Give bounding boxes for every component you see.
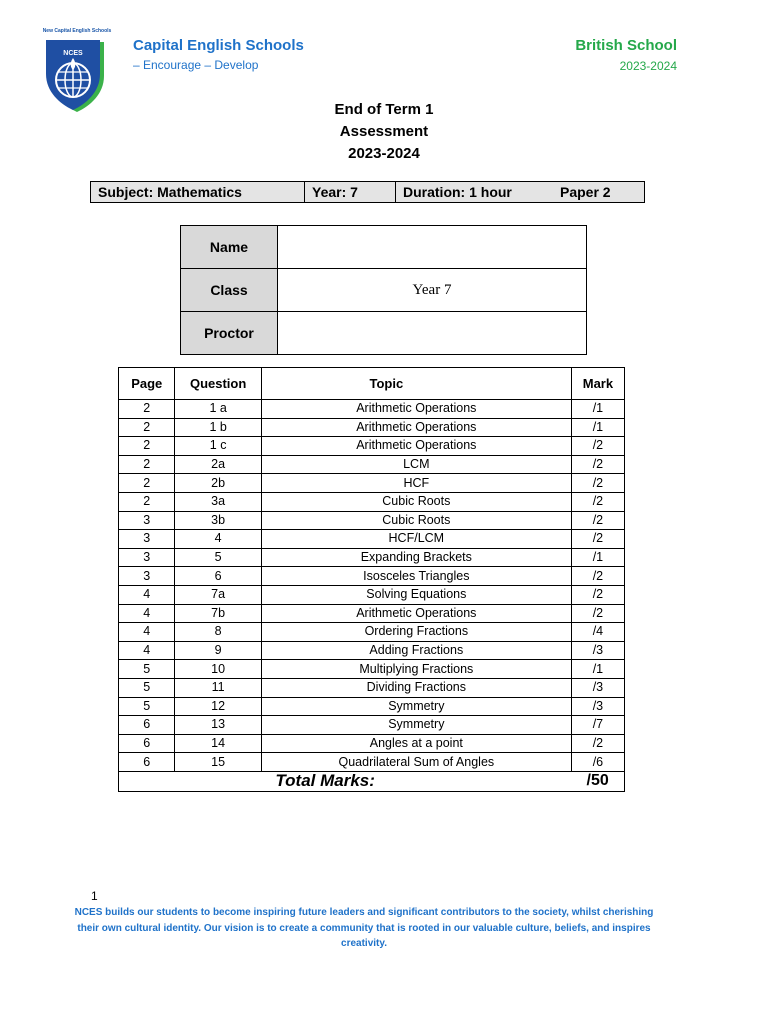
header-mark: Mark bbox=[571, 368, 624, 400]
class-row bbox=[181, 269, 587, 312]
row-mark: /2 bbox=[571, 455, 624, 474]
table-row bbox=[119, 641, 625, 660]
row-question: 15 bbox=[175, 753, 261, 772]
school-type: British School bbox=[575, 37, 677, 54]
row-mark: /1 bbox=[571, 418, 624, 437]
class-field[interactable]: Year 7 bbox=[278, 269, 587, 312]
row-page: 2 bbox=[119, 437, 175, 456]
row-question: 8 bbox=[175, 623, 261, 642]
row-page: 3 bbox=[119, 548, 175, 567]
table-row bbox=[119, 660, 625, 679]
row-page: 6 bbox=[119, 753, 175, 772]
row-topic: Adding Fractions bbox=[261, 641, 571, 660]
row-mark: /2 bbox=[571, 474, 624, 493]
row-topic: Arithmetic Operations bbox=[261, 400, 571, 419]
table-row bbox=[119, 604, 625, 623]
row-topic: Arithmetic Operations bbox=[261, 437, 571, 456]
name-row bbox=[181, 226, 587, 269]
table-row bbox=[119, 697, 625, 716]
row-question: 2a bbox=[175, 455, 261, 474]
row-mark: /7 bbox=[571, 716, 624, 735]
student-info-table bbox=[180, 225, 587, 355]
row-question: 14 bbox=[175, 734, 261, 753]
name-field[interactable] bbox=[278, 226, 587, 269]
school-tagline: – Encourage – Develop bbox=[133, 58, 259, 72]
row-mark: /3 bbox=[571, 641, 624, 660]
name-label: Name bbox=[181, 226, 278, 269]
table-row bbox=[119, 716, 625, 735]
row-page: 3 bbox=[119, 567, 175, 586]
row-mark: /2 bbox=[571, 530, 624, 549]
row-topic: Cubic Roots bbox=[261, 492, 571, 511]
page-number: 1 bbox=[91, 889, 98, 903]
row-topic: Solving Equations bbox=[261, 585, 571, 604]
title-line-1: End of Term 1 bbox=[334, 101, 434, 118]
row-question: 10 bbox=[175, 660, 261, 679]
row-mark: /1 bbox=[571, 548, 624, 567]
proctor-field[interactable] bbox=[278, 312, 587, 355]
row-question: 7b bbox=[175, 604, 261, 623]
row-topic: Ordering Fractions bbox=[261, 623, 571, 642]
school-name: Capital English Schools bbox=[133, 37, 304, 54]
row-topic: HCF bbox=[261, 474, 571, 493]
row-page: 2 bbox=[119, 474, 175, 493]
row-mark: /3 bbox=[571, 697, 624, 716]
table-row bbox=[119, 585, 625, 604]
table-row bbox=[119, 734, 625, 753]
row-question: 1 a bbox=[175, 400, 261, 419]
row-topic: Symmetry bbox=[261, 697, 571, 716]
table-row bbox=[119, 418, 625, 437]
header-page: Page bbox=[119, 368, 175, 400]
table-row bbox=[119, 548, 625, 567]
row-mark: /2 bbox=[571, 585, 624, 604]
row-question: 13 bbox=[175, 716, 261, 735]
row-topic: Quadrilateral Sum of Angles bbox=[261, 753, 571, 772]
row-question: 2b bbox=[175, 474, 261, 493]
table-row bbox=[119, 530, 625, 549]
row-page: 2 bbox=[119, 400, 175, 419]
row-page: 5 bbox=[119, 660, 175, 679]
row-topic: Arithmetic Operations bbox=[261, 604, 571, 623]
subject-divider bbox=[304, 182, 305, 202]
row-question: 11 bbox=[175, 678, 261, 697]
row-mark: /2 bbox=[571, 492, 624, 511]
row-page: 3 bbox=[119, 530, 175, 549]
table-row bbox=[119, 474, 625, 493]
duration-label: Duration: 1 hour bbox=[403, 184, 512, 200]
row-question: 3b bbox=[175, 511, 261, 530]
year-label: Year: 7 bbox=[312, 184, 358, 200]
row-mark: /2 bbox=[571, 511, 624, 530]
row-page: 4 bbox=[119, 641, 175, 660]
row-page: 5 bbox=[119, 678, 175, 697]
row-topic: Isosceles Triangles bbox=[261, 567, 571, 586]
proctor-row bbox=[181, 312, 587, 355]
row-mark: /4 bbox=[571, 623, 624, 642]
row-page: 4 bbox=[119, 585, 175, 604]
marks-table bbox=[118, 367, 625, 792]
row-mark: /2 bbox=[571, 567, 624, 586]
total-row bbox=[119, 771, 625, 791]
row-question: 4 bbox=[175, 530, 261, 549]
row-question: 7a bbox=[175, 585, 261, 604]
title-line-2: Assessment bbox=[339, 123, 429, 140]
row-topic: LCM bbox=[261, 455, 571, 474]
row-page: 2 bbox=[119, 492, 175, 511]
row-mark: /1 bbox=[571, 400, 624, 419]
subject-divider bbox=[395, 182, 396, 202]
total-label: Total Marks: bbox=[275, 770, 375, 790]
logo-text: NCES bbox=[63, 50, 83, 57]
row-question: 1 b bbox=[175, 418, 261, 437]
row-mark: /2 bbox=[571, 734, 624, 753]
row-topic: Cubic Roots bbox=[261, 511, 571, 530]
table-row bbox=[119, 437, 625, 456]
row-page: 2 bbox=[119, 418, 175, 437]
row-topic: Arithmetic Operations bbox=[261, 418, 571, 437]
row-topic: Expanding Brackets bbox=[261, 548, 571, 567]
row-topic: HCF/LCM bbox=[261, 530, 571, 549]
row-page: 2 bbox=[119, 455, 175, 474]
row-page: 4 bbox=[119, 623, 175, 642]
marks-table-header bbox=[119, 368, 625, 400]
table-row bbox=[119, 455, 625, 474]
row-page: 6 bbox=[119, 716, 175, 735]
table-row bbox=[119, 623, 625, 642]
subject-bar bbox=[90, 181, 645, 203]
header-topic: Topic bbox=[261, 368, 571, 400]
row-page: 6 bbox=[119, 734, 175, 753]
row-page: 5 bbox=[119, 697, 175, 716]
row-page: 4 bbox=[119, 604, 175, 623]
table-row bbox=[119, 753, 625, 772]
row-question: 3a bbox=[175, 492, 261, 511]
row-topic: Symmetry bbox=[261, 716, 571, 735]
row-mark: /2 bbox=[571, 604, 624, 623]
header-question: Question bbox=[175, 368, 261, 400]
mission-statement: NCES builds our students to become inspiring future leaders and significant contributors to the society, whilst cherishing their own cultural identity. Our vision is to create a community that is rooted in our valuable culture, beliefs, and inspires creativity. bbox=[74, 907, 654, 949]
table-row bbox=[119, 492, 625, 511]
logo-caption: New Capital English Schools bbox=[42, 28, 112, 34]
title-line-3: 2023-2024 bbox=[348, 145, 420, 162]
paper-label: Paper 2 bbox=[560, 184, 611, 200]
subject-label: Subject: Mathematics bbox=[98, 184, 242, 200]
academic-year: 2023-2024 bbox=[619, 59, 677, 73]
row-question: 1 c bbox=[175, 437, 261, 456]
row-mark: /6 bbox=[571, 753, 624, 772]
row-mark: /2 bbox=[571, 437, 624, 456]
row-question: 9 bbox=[175, 641, 261, 660]
document-title bbox=[0, 99, 768, 165]
table-row bbox=[119, 511, 625, 530]
proctor-label: Proctor bbox=[181, 312, 278, 355]
table-row bbox=[119, 678, 625, 697]
row-topic: Angles at a point bbox=[261, 734, 571, 753]
table-row bbox=[119, 567, 625, 586]
row-mark: /1 bbox=[571, 660, 624, 679]
class-label: Class bbox=[181, 269, 278, 312]
row-question: 5 bbox=[175, 548, 261, 567]
table-row bbox=[119, 400, 625, 419]
total-value: /50 bbox=[586, 772, 609, 790]
row-topic: Dividing Fractions bbox=[261, 678, 571, 697]
row-page: 3 bbox=[119, 511, 175, 530]
row-question: 6 bbox=[175, 567, 261, 586]
row-topic: Multiplying Fractions bbox=[261, 660, 571, 679]
row-mark: /3 bbox=[571, 678, 624, 697]
row-question: 12 bbox=[175, 697, 261, 716]
